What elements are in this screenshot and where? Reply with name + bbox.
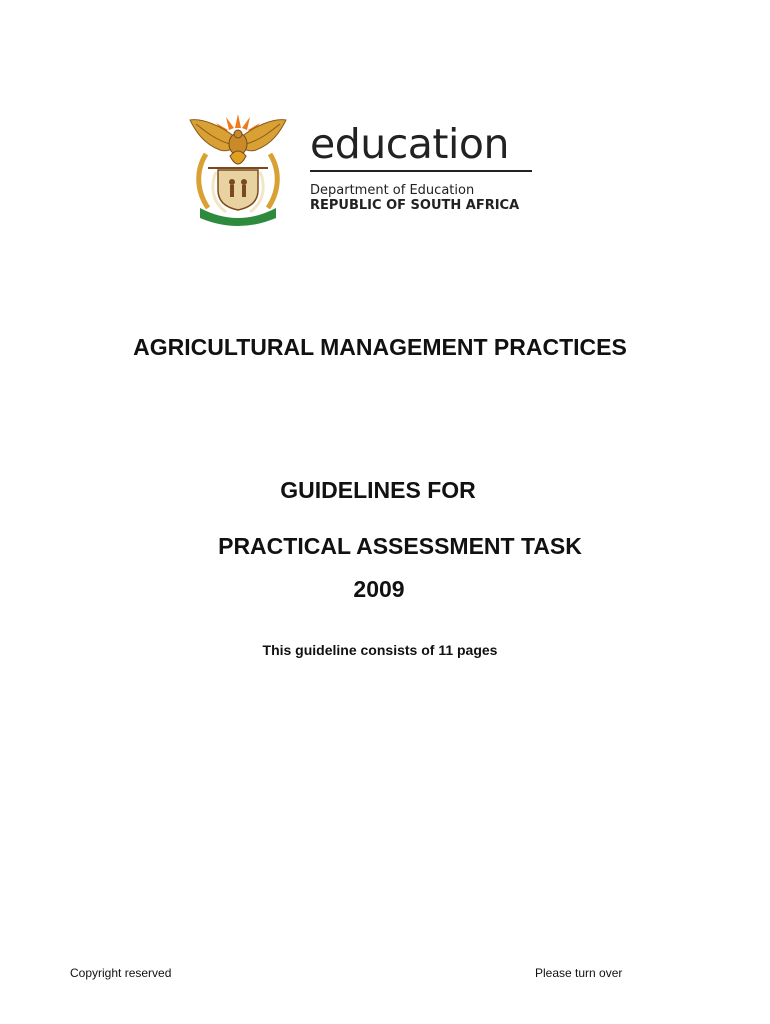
document-main-title: AGRICULTURAL MANAGEMENT PRACTICES [133, 334, 627, 360]
header-logo-block [186, 110, 546, 230]
footer-copyright: Copyright reserved [70, 966, 172, 980]
document-subtitle-line1: GUIDELINES FOR [280, 477, 476, 503]
document-subtitle-line2: PRACTICAL ASSESSMENT TASK [218, 533, 582, 559]
brand-divider [310, 170, 532, 172]
footer-turn-over: Please turn over [535, 966, 623, 980]
country-name: REPUBLIC OF SOUTH AFRICA [310, 198, 520, 213]
document-year: 2009 [353, 576, 405, 602]
page-count-note: This guideline consists of 11 pages [262, 642, 498, 658]
south-africa-coat-of-arms-icon [186, 110, 290, 228]
brand-text [310, 120, 540, 214]
brand-word: education [310, 120, 509, 168]
department-name: Department of Education [310, 183, 475, 198]
